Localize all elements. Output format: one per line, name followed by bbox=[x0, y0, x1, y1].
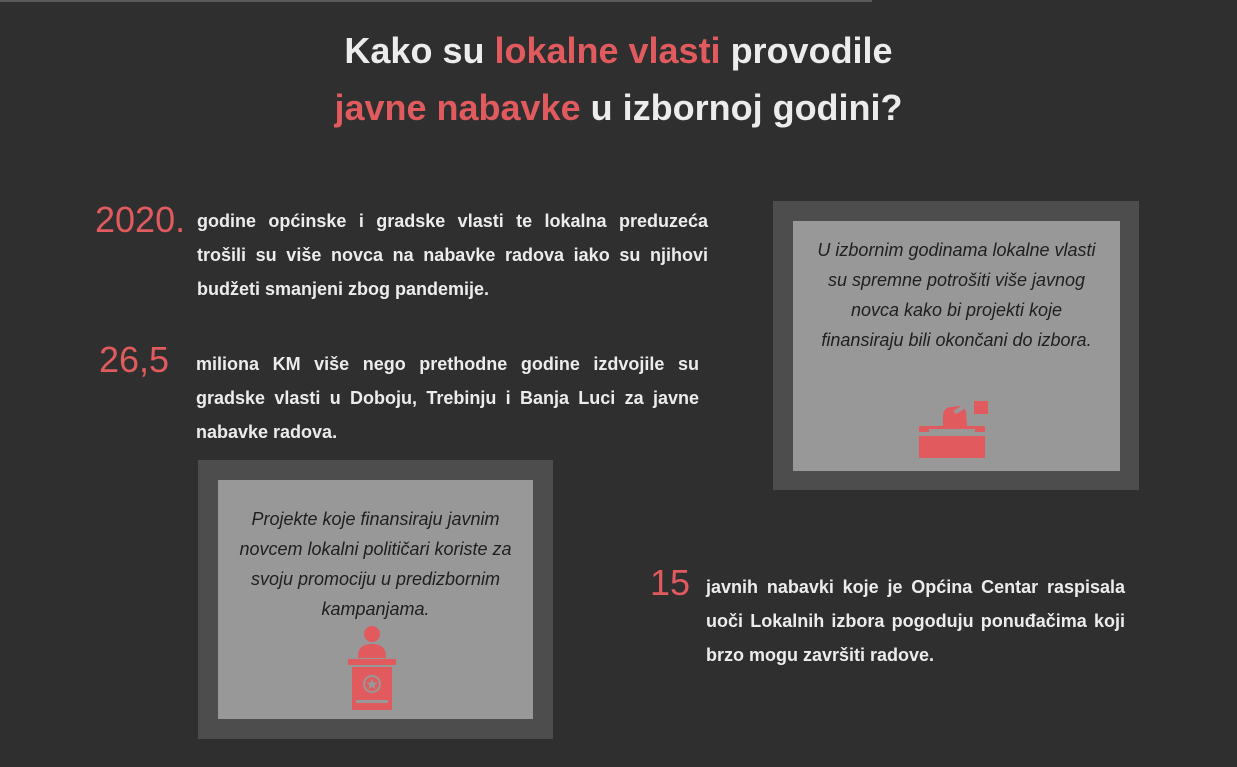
quote-card-inner bbox=[793, 221, 1120, 471]
title-highlight: javne nabavke bbox=[334, 87, 581, 128]
stat-text-15: javnih nabavki koje je Općina Centar raspisala uoči Lokalnih izbora pogoduju ponuđačima koji brzo mogu završiti radove. bbox=[706, 577, 1125, 665]
title-part: Kako su bbox=[344, 30, 495, 71]
stat-number-15: 15 bbox=[650, 562, 691, 603]
stat-number-2020: 2020. bbox=[95, 199, 186, 240]
stat-number-26-5: 26,5 bbox=[99, 339, 170, 380]
title-highlight: lokalne vlasti bbox=[494, 30, 721, 71]
quote-text: Projekte koje finansiraju javnim novcem lokalni političari koriste za svoju promociju u predizbornim kampanjama. bbox=[239, 509, 512, 619]
title-part: u izbornoj godini? bbox=[580, 87, 903, 128]
ballot-box-icon bbox=[919, 386, 989, 458]
title-line-2 bbox=[0, 79, 1237, 136]
politician-podium-icon bbox=[348, 626, 396, 710]
title-part: provodile bbox=[720, 30, 893, 71]
stat-text-26-5: miliona KM više nego prethodne godine izdvojile su gradske vlasti u Doboju, Trebinju i Banja Luci za javne nabavke radova. bbox=[196, 354, 699, 442]
title-line-1 bbox=[0, 22, 1237, 79]
top-divider bbox=[0, 0, 872, 2]
quote-card-inner bbox=[218, 480, 533, 719]
quote-card-election-spending bbox=[773, 201, 1139, 490]
quote-card-promotion bbox=[198, 460, 553, 739]
stat-text-2020: godine općinske i gradske vlasti te lokalna preduzeća trošili su više novca na nabavke radova iako su njihovi budžeti smanjeni zbog pandemije. bbox=[197, 211, 708, 299]
quote-text: U izbornim godinama lokalne vlasti su spremne potrošiti više javnog novca kako bi projekti koje finansiraju bili okončani do izbora. bbox=[817, 240, 1096, 350]
page-title bbox=[0, 22, 1237, 136]
